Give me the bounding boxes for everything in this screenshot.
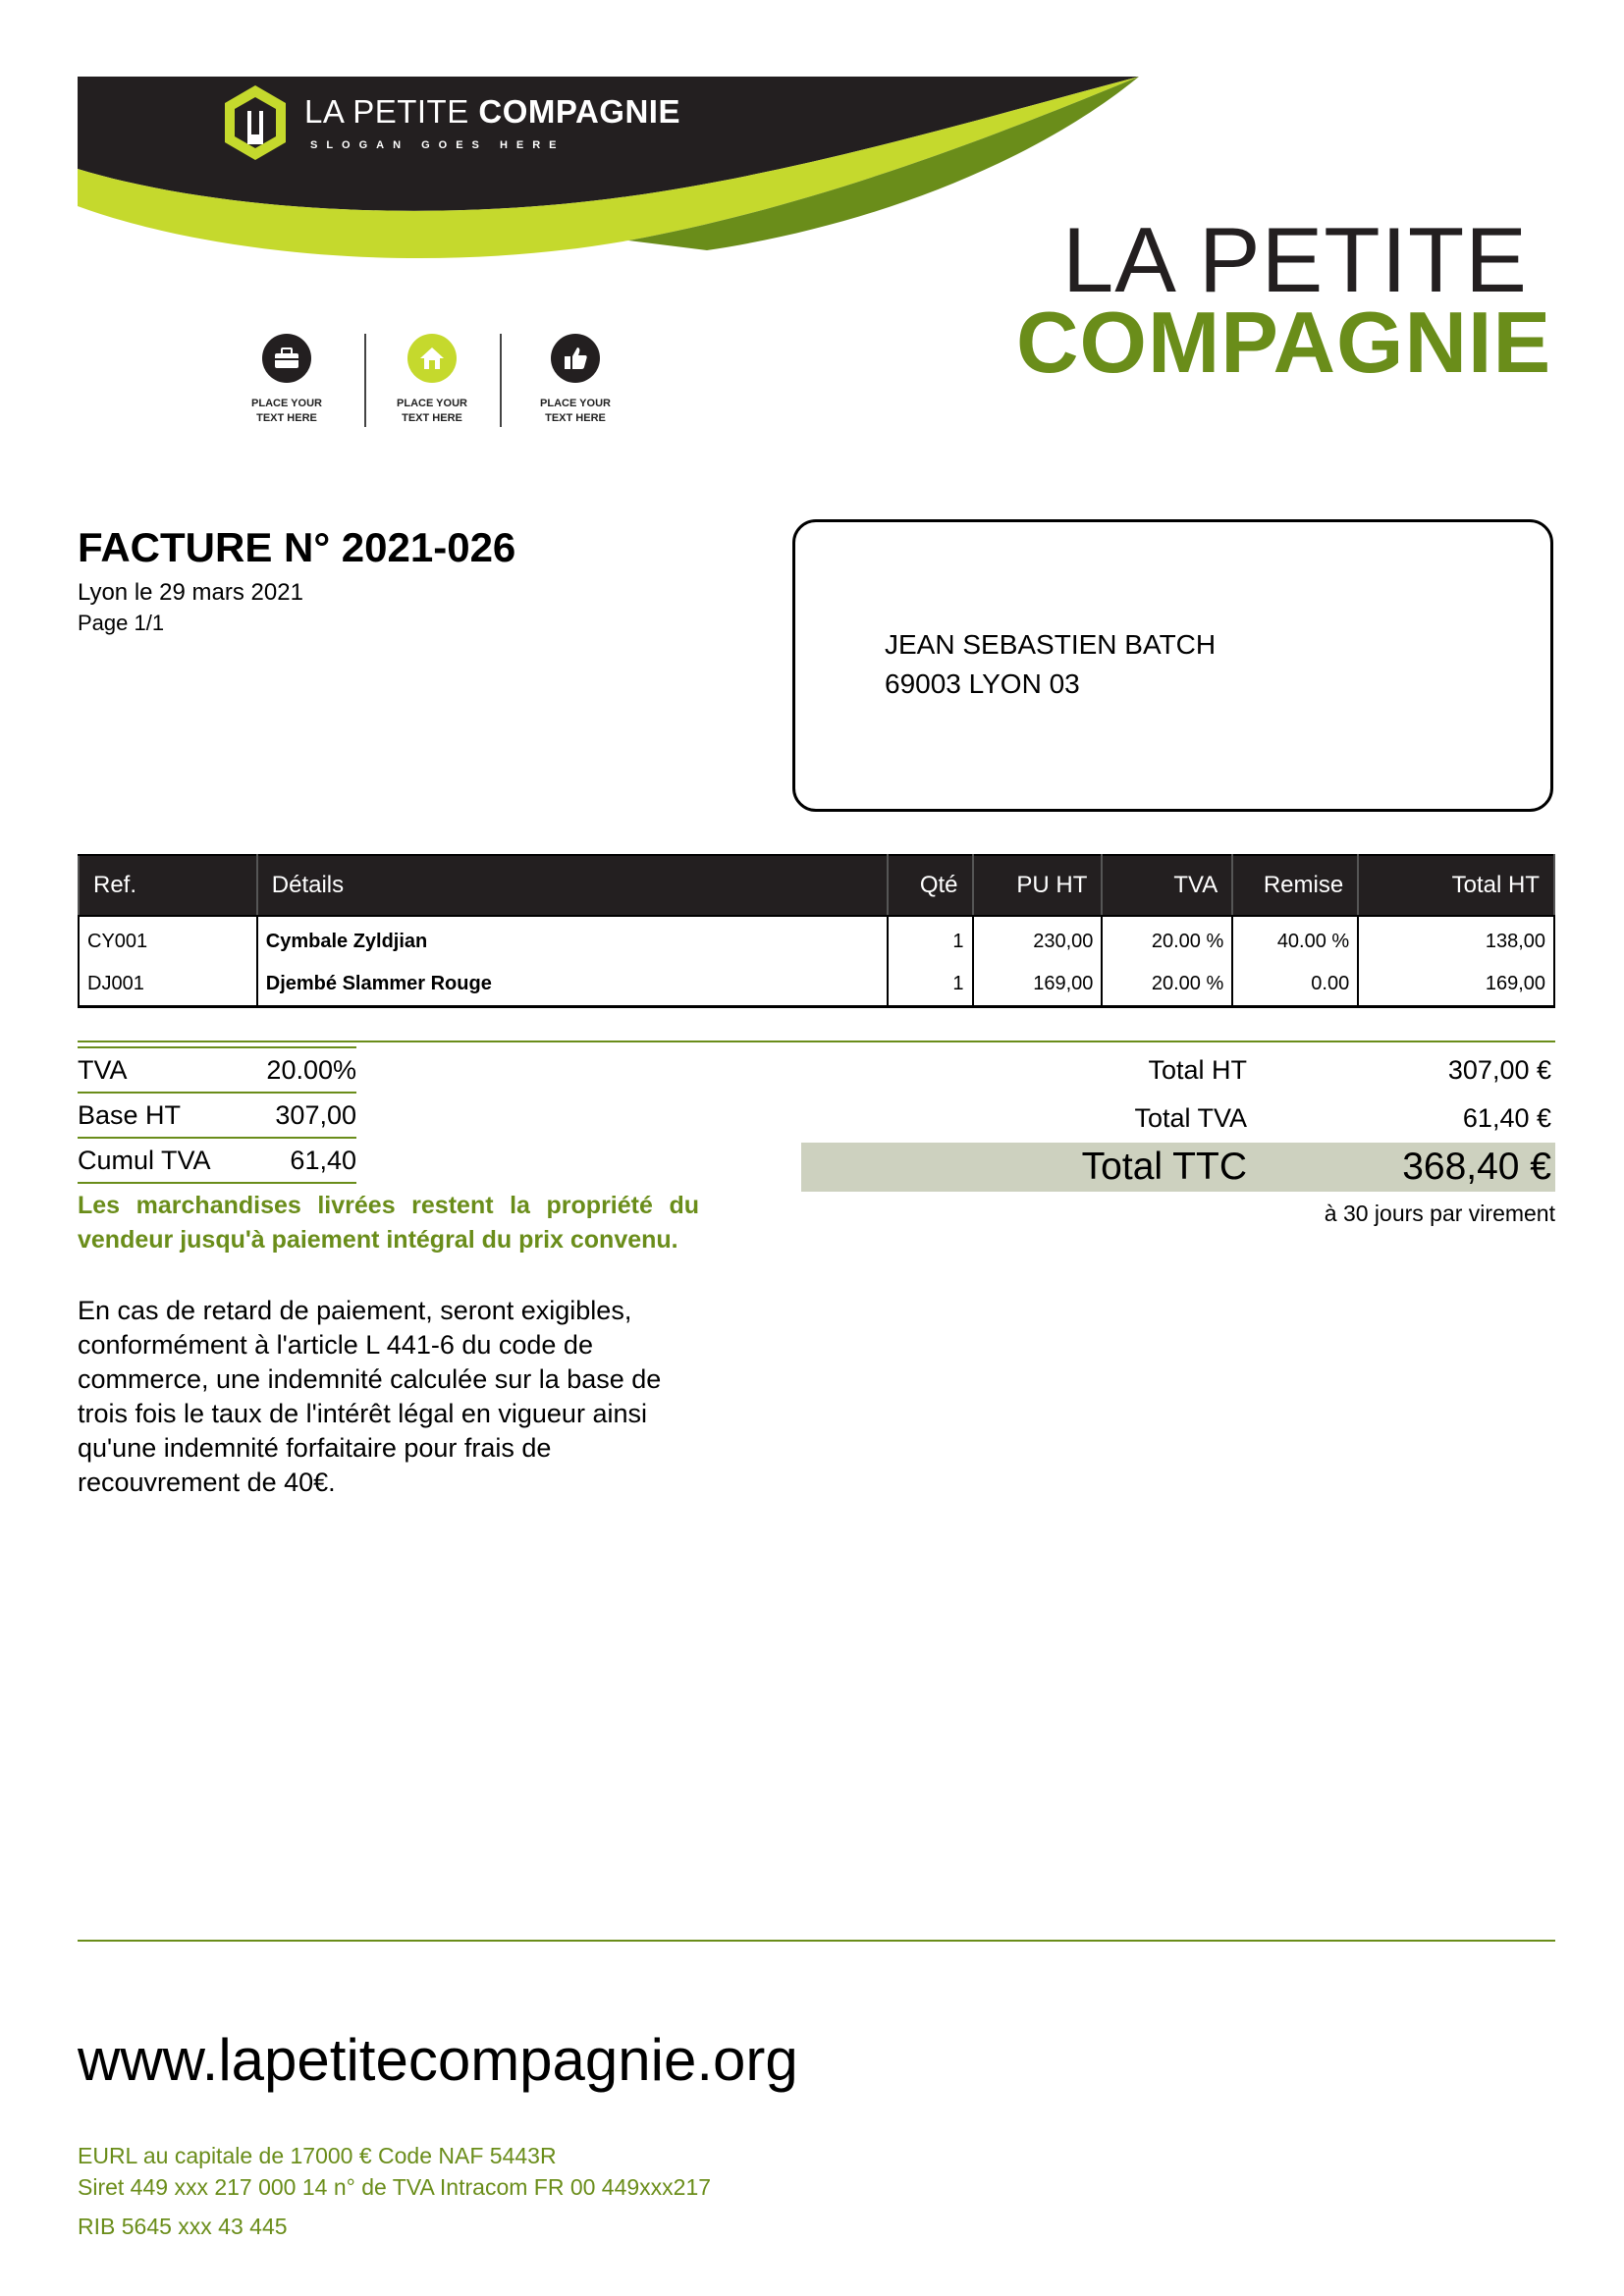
tva-summary-value: 307,00 bbox=[244, 1093, 356, 1138]
total-ttc-label: Total TTC bbox=[1081, 1146, 1247, 1188]
section-divider bbox=[78, 1041, 1555, 1042]
cell-ref: DJ001 bbox=[79, 963, 257, 1007]
cell-details: Djembé Slammer Rouge bbox=[257, 963, 888, 1007]
payment-terms: à 30 jours par virement bbox=[1324, 1201, 1555, 1226]
tva-summary-label: Cumul TVA bbox=[78, 1138, 244, 1183]
thumbs-up-icon bbox=[551, 334, 600, 383]
footer-legal-line: EURL au capitale de 17000 € Code NAF 5443R bbox=[78, 2143, 557, 2168]
feature-divider bbox=[364, 334, 366, 427]
feature-item bbox=[228, 334, 346, 426]
recipient-city: 69003 LYON 03 bbox=[885, 668, 1080, 699]
feature-caption: TEXT HERE bbox=[402, 412, 462, 424]
cell-details: Cymbale Zyldjian bbox=[257, 916, 888, 963]
total-ht-value: 307,00 € bbox=[1447, 1055, 1551, 1085]
column-header: Qté bbox=[888, 855, 973, 916]
late-payment-clause: En cas de retard de paiement, seront exigibles, conformément à l'article L 441-6 du code de commerce, une indemnité calculée sur la base de trois fois le taux de l'intérêt légal en vigueur ainsi qu'une indemnité forfaitaire pour frais de recouvrement de 40€. bbox=[78, 1296, 662, 1497]
invoice-page-number: Page 1/1 bbox=[78, 611, 165, 635]
column-header: TVA bbox=[1102, 855, 1232, 916]
total-ttc-value: 368,40 € bbox=[1402, 1146, 1551, 1188]
cell-tva: 20.00 % bbox=[1102, 963, 1232, 1007]
feature-caption: PLACE YOUR bbox=[397, 398, 467, 409]
table-header-row bbox=[79, 855, 1554, 916]
invoice-title: FACTURE N° 2021-026 bbox=[78, 524, 516, 570]
footer-bank-line: RIB 5645 xxx 43 445 bbox=[78, 2214, 288, 2239]
feature-caption: PLACE YOUR bbox=[251, 398, 322, 409]
cell-qty: 1 bbox=[888, 963, 973, 1007]
cell-total-ht: 169,00 bbox=[1358, 963, 1554, 1007]
company-logo-icon bbox=[221, 83, 290, 162]
total-tva-label: Total TVA bbox=[1134, 1103, 1247, 1133]
column-header: PU HT bbox=[973, 855, 1103, 916]
tva-summary-table bbox=[78, 1046, 356, 1184]
invoice-items-table bbox=[78, 854, 1555, 1008]
cell-unit-price: 169,00 bbox=[973, 963, 1103, 1007]
column-header: Détails bbox=[257, 855, 888, 916]
tva-summary-row bbox=[78, 1047, 356, 1093]
feature-caption: TEXT HERE bbox=[256, 412, 317, 424]
column-header: Ref. bbox=[79, 855, 257, 916]
cell-discount: 40.00 % bbox=[1232, 916, 1358, 963]
header-slogan: SLOGAN GOES HERE bbox=[310, 139, 566, 151]
big-logo-line2: COMPAGNIE bbox=[1016, 294, 1552, 391]
total-tva-value: 61,40 € bbox=[1462, 1103, 1551, 1133]
big-logo-line1: LA PETITE bbox=[1062, 208, 1528, 311]
cell-unit-price: 230,00 bbox=[973, 916, 1103, 963]
ownership-clause: Les marchandises livrées restent la propriété du vendeur jusqu'à paiement intégral du prix convenu. bbox=[78, 1192, 699, 1254]
footer-divider bbox=[78, 1940, 1555, 1942]
recipient-name: JEAN SEBASTIEN BATCH bbox=[885, 629, 1217, 660]
table-row bbox=[79, 916, 1554, 963]
website-link[interactable]: www.lapetitecompagnie.org bbox=[78, 2027, 798, 2093]
tva-summary-label: TVA bbox=[78, 1047, 244, 1093]
tva-summary-label: Base HT bbox=[78, 1093, 244, 1138]
feature-divider bbox=[500, 334, 502, 427]
table-row bbox=[79, 963, 1554, 1007]
column-header: Remise bbox=[1232, 855, 1358, 916]
feature-item bbox=[516, 334, 634, 426]
column-header: Total HT bbox=[1358, 855, 1554, 916]
home-icon bbox=[407, 334, 457, 383]
cell-tva: 20.00 % bbox=[1102, 916, 1232, 963]
tva-summary-value: 61,40 bbox=[244, 1138, 356, 1183]
invoice-date: Lyon le 29 mars 2021 bbox=[78, 579, 303, 606]
total-ht-label: Total HT bbox=[1148, 1055, 1247, 1085]
cell-discount: 0.00 bbox=[1232, 963, 1358, 1007]
feature-caption: PLACE YOUR bbox=[540, 398, 611, 409]
feature-caption: TEXT HERE bbox=[545, 412, 606, 424]
footer-legal-line: Siret 449 xxx 217 000 14 n° de TVA Intracom FR 00 449xxx217 bbox=[78, 2174, 712, 2200]
tva-summary-row bbox=[78, 1093, 356, 1138]
tva-summary-value: 20.00% bbox=[244, 1047, 356, 1093]
feature-item bbox=[373, 334, 491, 426]
tva-summary-row bbox=[78, 1138, 356, 1183]
cell-total-ht: 138,00 bbox=[1358, 916, 1554, 963]
cell-ref: CY001 bbox=[79, 916, 257, 963]
cell-qty: 1 bbox=[888, 916, 973, 963]
briefcase-icon bbox=[262, 334, 311, 383]
recipient-address-box bbox=[792, 519, 1553, 812]
header-logo-text: LA PETITE COMPAGNIE bbox=[304, 93, 680, 130]
